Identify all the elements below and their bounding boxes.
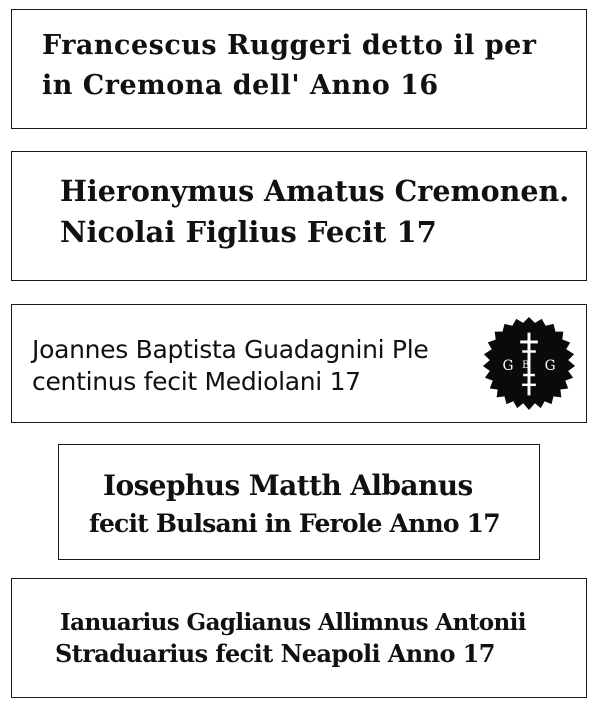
label-line-2: fecit Bulsani in Ferole Anno 17: [89, 509, 500, 538]
svg-text:G: G: [544, 357, 556, 374]
violin-label-guadagnini: [11, 304, 587, 423]
label-line-1: Hieronymus Amatus Cremonen.: [60, 174, 570, 208]
label-line-2: centinus fecit Mediolani 17: [32, 367, 361, 396]
label-line-1: Joannes Baptista Guadagnini Ple: [32, 335, 429, 364]
label-line-1: Francescus Ruggeri detto il per: [42, 30, 537, 61]
label-line-2: in Cremona dell' Anno 16: [42, 70, 439, 101]
label-line-1: Iosephus Matth Albanus: [103, 469, 473, 502]
label-line-2: Nicolai Figlius Fecit 17: [60, 215, 437, 249]
violin-label-albanus: [58, 444, 540, 560]
maker-seal-icon: [480, 315, 578, 413]
violin-label-amatus: [11, 151, 587, 281]
violin-label-gaglianus: [11, 578, 587, 698]
svg-text:B: B: [522, 359, 530, 371]
violin-label-ruggeri: [11, 9, 587, 129]
label-line-2: Straduarius fecit Neapoli Anno 17: [55, 639, 495, 668]
svg-text:G: G: [502, 357, 514, 374]
label-line-1: Ianuarius Gaglianus Allimnus Antonii: [60, 609, 526, 636]
